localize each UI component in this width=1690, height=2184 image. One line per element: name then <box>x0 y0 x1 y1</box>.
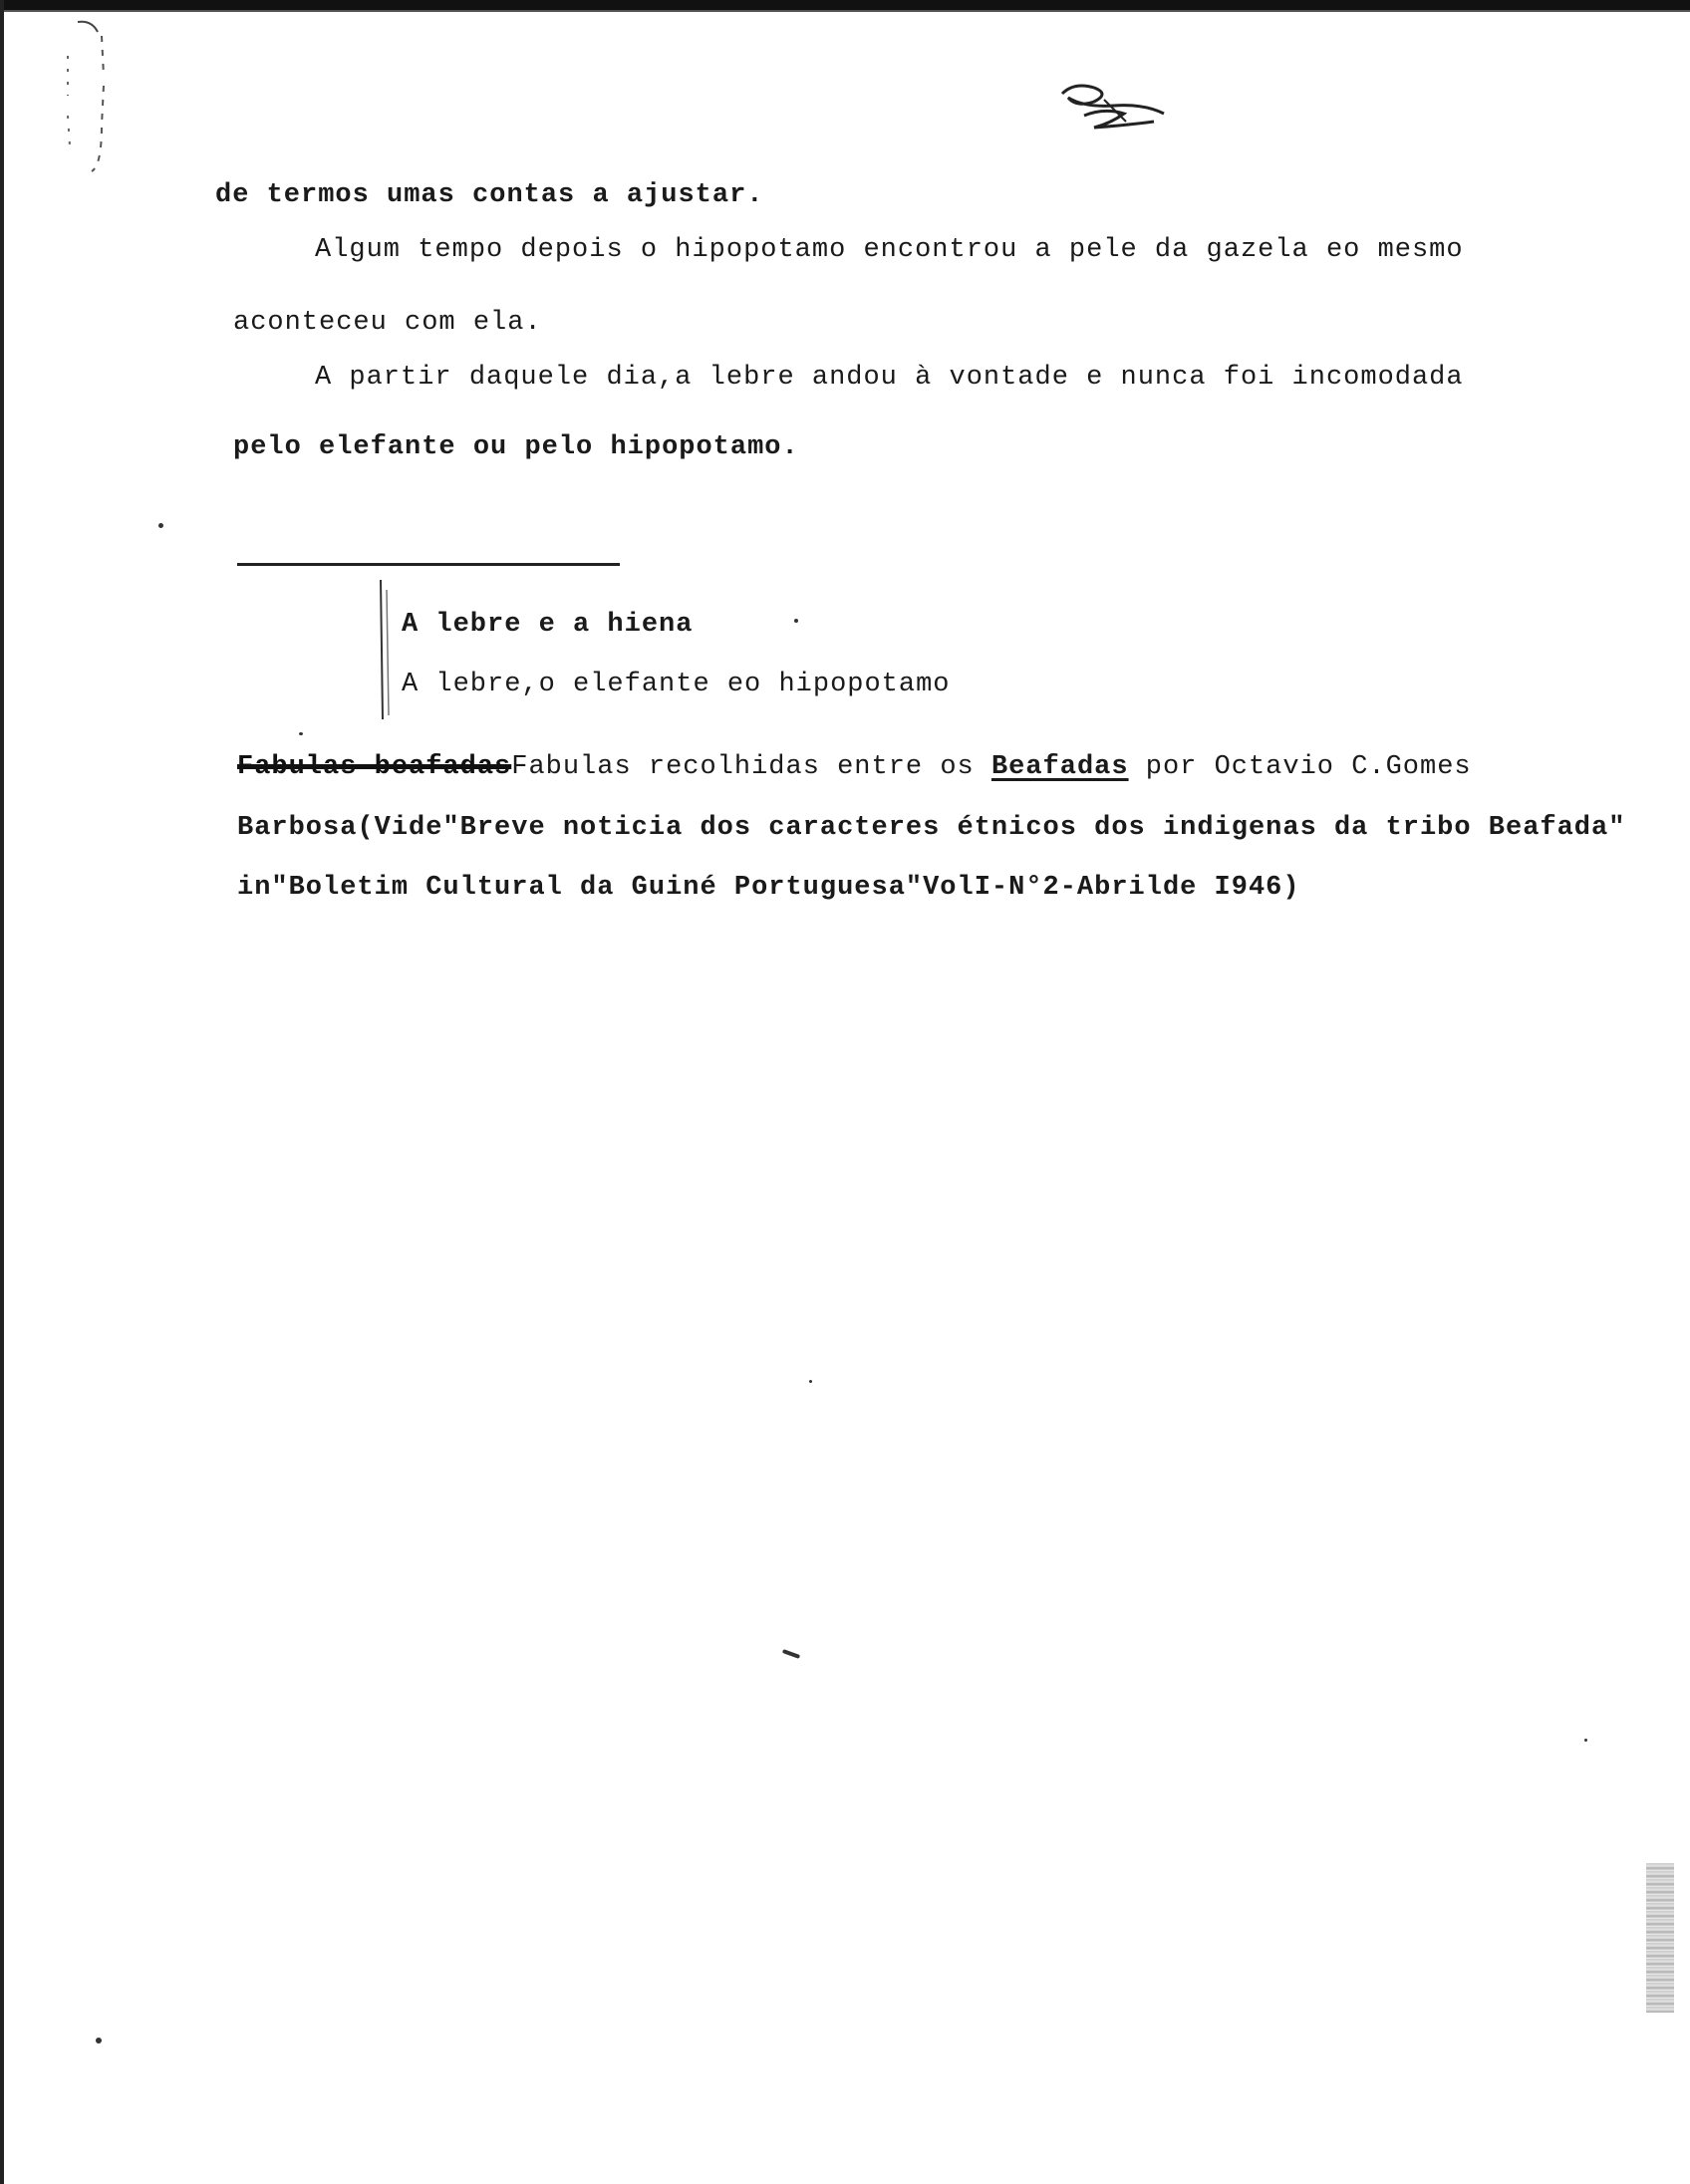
footnote-line-1-start: Fabulas recolhidas entre os <box>511 752 991 782</box>
body-line-1: de termos umas contas a ajustar. <box>215 180 764 210</box>
body-line-4: A partir daquele dia,a lebre andou à vontade e nunca foi incomodada <box>315 363 1464 393</box>
footnote-line-1-end: por Octavio C.Gomes <box>1128 752 1472 782</box>
scan-speck <box>809 1380 812 1383</box>
body-line-5: pelo elefante ou pelo hipopotamo. <box>233 432 799 462</box>
scan-speck <box>782 1649 800 1659</box>
footnote-line-1 <box>237 751 1472 783</box>
scan-speck <box>1584 1739 1587 1742</box>
note-title-1: A lebre e a hiena <box>402 610 694 640</box>
page-top-edge-shadow <box>0 10 1690 12</box>
page-left-edge <box>0 0 4 2184</box>
footnote-line-2: Barbosa(Vide"Breve noticia dos caracteres étnicos dos indigenas da tribo Beafada" <box>237 813 1626 843</box>
scan-speck <box>299 732 303 735</box>
footnote-line-3: in"Boletim Cultural da Guiné Portuguesa"VolI-N°2-Abrilde I946) <box>237 873 1300 903</box>
note-title-2: A lebre,o elefante eo hipopotamo <box>402 670 951 699</box>
page-top-edge <box>0 0 1690 10</box>
margin-bracket-mark <box>58 16 110 175</box>
footnote-underlined-word: Beafadas <box>990 752 1129 782</box>
body-line-3: aconteceu com ela. <box>233 308 542 338</box>
scan-speck <box>158 523 163 528</box>
handwritten-initials-icon <box>1054 78 1174 137</box>
struck-out-text: Fabulas beafadas <box>237 752 512 782</box>
body-line-2: Algum tempo depois o hipopotamo encontrou a pele da gazela eo mesmo <box>315 235 1464 265</box>
scan-speck <box>794 619 798 623</box>
scan-edge-noise <box>1646 1863 1674 2013</box>
footnote-separator <box>237 563 620 566</box>
titles-bracket-mark <box>377 580 391 719</box>
scan-speck <box>96 2038 102 2044</box>
